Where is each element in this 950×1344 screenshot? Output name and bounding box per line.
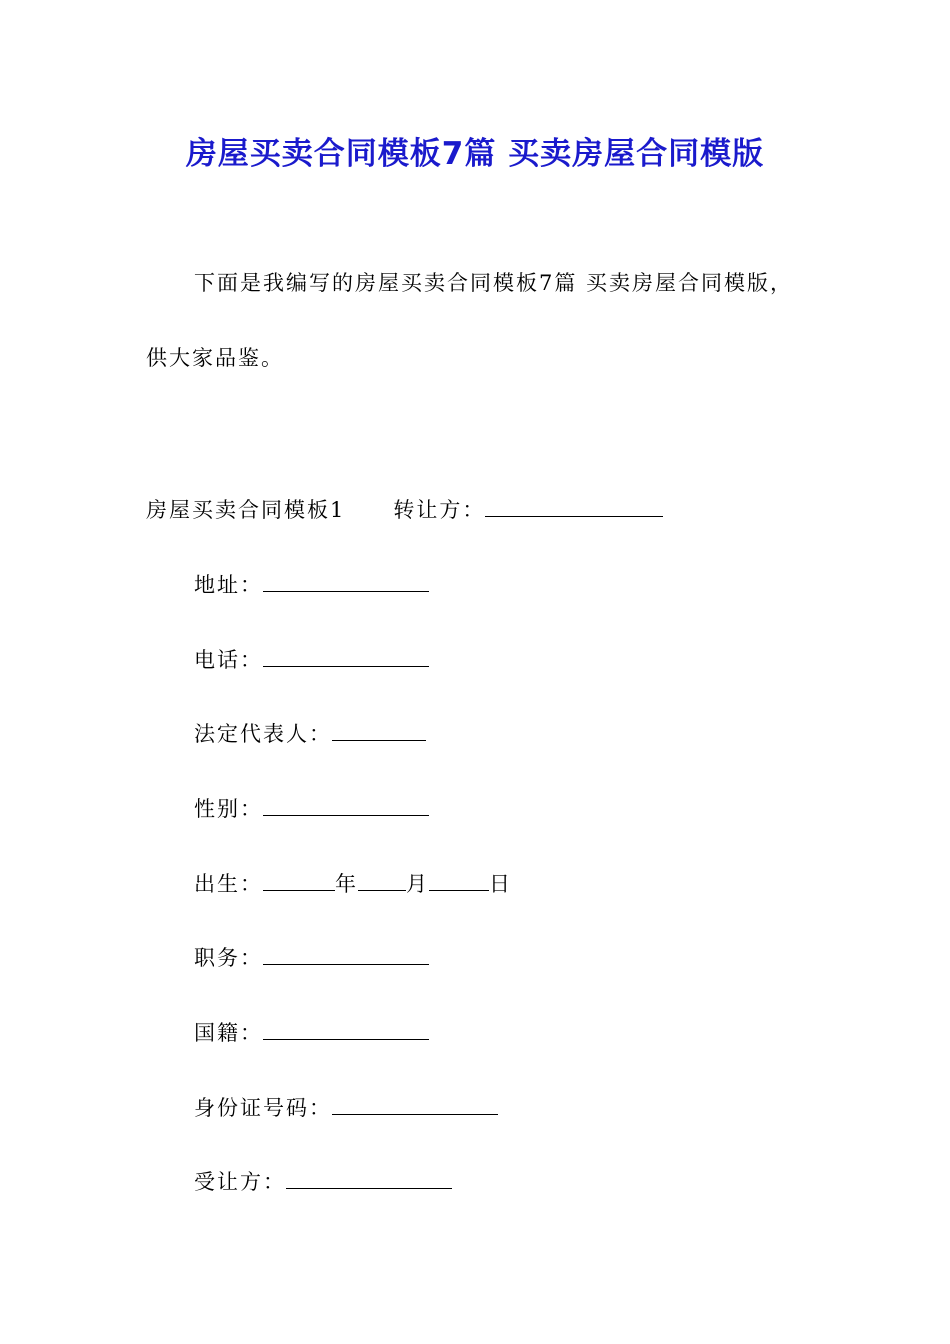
position-blank[interactable] [263, 942, 429, 965]
birth-year-label: 年 [335, 872, 358, 896]
birth-month-blank[interactable] [358, 868, 406, 891]
id-number-blank[interactable] [332, 1092, 498, 1115]
section-heading: 房屋买卖合同模板1 [146, 498, 346, 522]
legal-rep-blank[interactable] [332, 718, 426, 741]
transferee-label: 受让方： [194, 1170, 286, 1194]
nationality-blank[interactable] [263, 1017, 429, 1040]
position-label: 职务： [194, 946, 263, 970]
gender-blank[interactable] [263, 793, 429, 816]
address-blank[interactable] [263, 569, 429, 592]
id-number-row [194, 1092, 498, 1123]
transferor-label: 转让方： [393, 498, 486, 522]
birth-day-label: 日 [489, 872, 512, 896]
id-number-label: 身份证号码： [194, 1096, 332, 1120]
birth-label: 出生： [194, 872, 263, 896]
legal-rep-label: 法定代表人： [194, 722, 332, 746]
phone-blank[interactable] [263, 644, 429, 667]
section-heading-row [146, 494, 663, 525]
phone-row [194, 644, 429, 675]
position-row [194, 942, 429, 973]
birth-row [194, 868, 512, 899]
document-title: 房屋买卖合同模板7篇 买卖房屋合同模版 [185, 136, 765, 172]
intro-line-1: 下面是我编写的房屋买卖合同模板7篇 买卖房屋合同模版， [194, 271, 794, 295]
nationality-row [194, 1017, 429, 1048]
nationality-label: 国籍： [194, 1021, 263, 1045]
phone-label: 电话： [194, 648, 263, 672]
transferor-blank[interactable] [485, 494, 663, 517]
intro-line-2: 供大家品鉴。 [146, 346, 284, 370]
address-row [194, 569, 429, 600]
gender-row [194, 793, 429, 824]
gender-label: 性别： [194, 797, 263, 821]
birth-year-blank[interactable] [263, 868, 335, 891]
birth-day-blank[interactable] [429, 868, 489, 891]
address-label: 地址： [194, 573, 263, 597]
transferee-blank[interactable] [286, 1166, 452, 1189]
transferee-row [194, 1166, 452, 1197]
legal-rep-row [194, 718, 426, 749]
birth-month-label: 月 [406, 872, 429, 896]
